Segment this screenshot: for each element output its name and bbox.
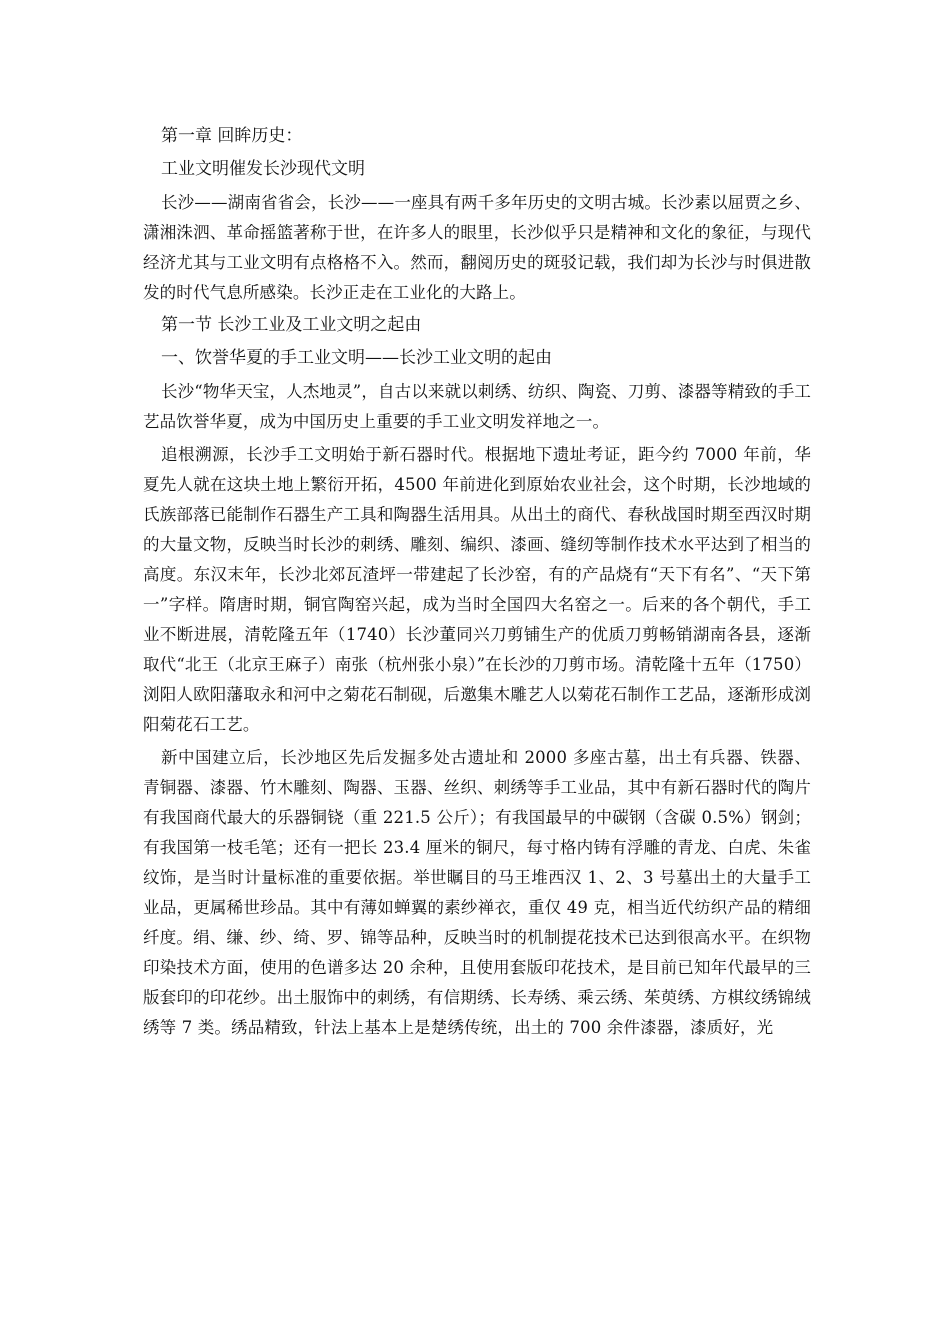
intro-paragraph: 长沙——湖南省省会，长沙——一座具有两千多年历史的文明古城。长沙素以屈贾之乡、潇湘洙泗、革命摇篮著称于世，在许多人的眼里，长沙似乎只是精神和文化的象征，与现代经济尤其与工业文明有点格格不入。然而，翻阅历史的斑驳记载，我们却为长沙与时俱进散发的时代气息所感染。长沙正走在工业化的大路上。: [143, 193, 811, 302]
chapter-subtitle: 工业文明催发长沙现代文明: [161, 159, 365, 179]
section-title: 第一节 长沙工业及工业文明之起由: [161, 315, 422, 335]
subsection-title: 一、饮誉华夏的手工业文明——长沙工业文明的起由: [161, 348, 552, 368]
body-paragraph: 长沙“物华天宝，人杰地灵”，自古以来就以刺绣、纺织、陶瓷、刀剪、漆器等精致的手工艺品饮誉华夏，成为中国历史上重要的手工业文明发祥地之一。: [143, 382, 811, 431]
chapter-title: 第一章 回眸历史：: [161, 126, 303, 146]
document-page: [143, 122, 811, 1046]
body-paragraph: 追根溯源，长沙手工文明始于新石器时代。根据地下遗址考证，距今约 7000 年前，华夏先人就在这块土地上繁衍开拓，4500 年前进化到原始农业社会，这个时期，长沙地域的氏族部落已能制作石器生产工具和陶器生活用具。从出土的商代、春秋战国时期至西汉时期的大量文物，反映当时长沙的刺绣、雕刻、编织、漆画、缝纫等制作技术水平达到了相当的高度。东汉末年，长沙北郊瓦渣坪一带建起了长沙窑，有的产品烧有“天下有名”、“天下第一”字样。隋唐时期，铜官陶窑兴起，成为当时全国四大名窑之一。后来的各个朝代，手工业不断进展，清乾隆五年（1740）长沙董同兴刀剪铺生产的优质刀剪畅销湖南各县，逐渐取代“北王（北京王麻子）南张（杭州张小泉）”在长沙的刀剪市场。清乾隆十五年（1750）浏阳人欧阳藩取永和河中之菊花石制砚，后邀集木雕艺人以菊花石制作工艺品，逐渐形成浏阳菊花石工艺。: [143, 445, 811, 734]
body-paragraph: 新中国建立后，长沙地区先后发掘多处古遗址和 2000 多座古墓，出土有兵器、铁器、青铜器、漆器、竹木雕刻、陶器、玉器、丝织、刺绣等手工业品，其中有新石器时代的陶片有我国商代最大的乐器铜铙（重 221.5 公斤）；有我国最早的中碳钢（含碳 0.5%）钢剑；有我国第一枝毛笔；还有一把长 23.4 厘米的铜尺，每寸格内铸有浮雕的青龙、白虎、朱雀纹饰，是当时计量标准的重要依据。举世瞩目的马王堆西汉 1、2、3 号墓出土的大量手工业品，更属稀世珍品。其中有薄如蝉翼的素纱禅衣，重仅 49 克，相当近代纺织产品的精细纤度。绢、缣、纱、绮、罗、锦等品种，反映当时的机制提花技术已达到很高水平。在织物印染技术方面，使用的色谱多达 20 余种，且使用套版印花技术，是目前已知年代最早的三版套印的印花纱。出土服饰中的刺绣，有信期绣、长寿绣、乘云绣、茱萸绣、方棋纹绣锦绒绣等 7 类。绣品精致，针法上基本上是楚绣传统，出土的 700 余件漆器，漆质好，光: [143, 748, 811, 1037]
